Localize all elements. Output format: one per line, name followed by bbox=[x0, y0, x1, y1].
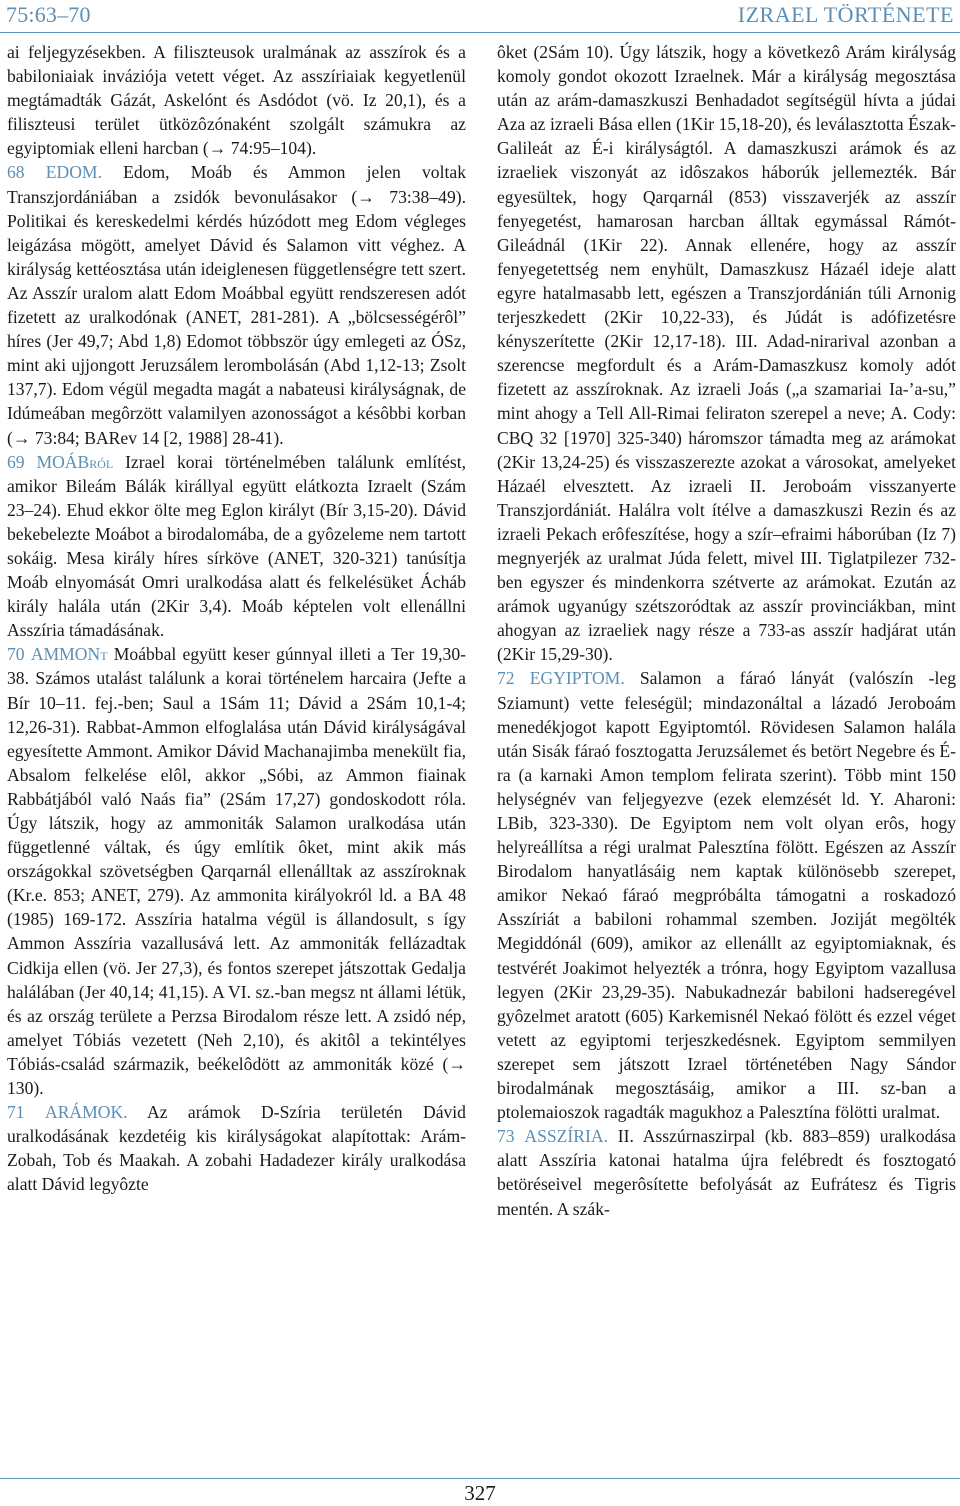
section-number: 73 bbox=[497, 1126, 515, 1147]
header-running-title: IZRAEL TÖRTÉNETE bbox=[737, 2, 954, 27]
section-number: 72 bbox=[497, 668, 515, 689]
section-keyword: ASSZÍRIA. bbox=[524, 1126, 608, 1147]
section-text: Edom, Moáb és Ammon jelen voltak Transzjordániában a zsidók bevonulásakor (→ 73:38–49). Politikai és kereskedelmi kérdés húzódott meg Edom végleges leigázása mögött, amelyet Dávid és Salamon vitt véghez. A királyság kettéosztása után ideiglenesen függetlenségre tett szert. Az Asszír uralom alatt Edom Moábbal együtt rendszeresen adót fizetett az uralkodónak (ANET, 281-281). A „bölcsességérôl” híres (Jer 49,7; Abd 1,8) Edomot többször úgy emlegeti az ÓSz, mint aki ujjongott Jeruzsálem lerombolásán (Abd 1,12-13; Zsolt 137,7). Edom végül megadta magát a nabateusi királyságnak, de Idúmeában megôrzött valamilyen azonosságot a késôbbi korban (→ 73:84; BARev 14 [2, 1988] 28-41). bbox=[7, 162, 466, 448]
header-rule bbox=[0, 32, 960, 33]
section-keyword: MOÁBról bbox=[36, 451, 114, 472]
footer-rule bbox=[0, 1478, 960, 1479]
section-text: Moábbal együtt keser gúnnyal illeti a Ter 19,30-38. Számos utalást találunk a korai történelem harcaira (Jefte a Bír 10–11. fej.-ben; Saul a 1Sám 11; Dávid a 2Sám 10,1-4; 12,26-31). Rabbat-Ammon elfoglalása után Dávid királyságával egyesítette Ammont. Amikor Dávid Machanajimba menekült fia, Absalom felkelése elôl, akkor „Sóbi, az Ammon fiainak Rabbátjából való Naás fia” (2Sám 17,27) gondoskodott róla. Úgy látszik, hogy az ammoniták Salamon uralkodása után függetlenné váltak, és úgy említik ôket, mint akik más országokkal szövetségben Qarqarnál ellenálltak az asszíroknak (Kr.e. 853; ANET, 279). Az ammonita királyokról ld. a BA 48 (1985) 169-172. Asszíria hatalma végül is állandosult, s így Ammon Asszíria vazallusává lett. Az ammoniták fellázadtak Cidkija ellen (vö. Jer 27,3), és fontos szerepet játszottak Gedalja halálában (Jer 40,14; 41,15). A VI. sz.-ban megsz nt állami létük, és az ország területe a Perzsa Birodalom része lett. A zsidó nép, amelyet Tóbiás vezetett (Neh 2,10), és akitôl a tekintélyes Tóbiás-család származik, beékelôdött az ammoniták közé (→ 130). bbox=[7, 644, 466, 1099]
section-70-ammon bbox=[7, 642, 466, 1100]
right-column bbox=[497, 40, 956, 1480]
section-number: 70 bbox=[7, 644, 25, 665]
paragraph-text: ai feljegyzésekben. A filiszteusok uralmának az asszírok és a babiloniaiak inváziója vetett véget. Az asszíriaiak kegyetlenül megtámadták Gázát, Askelónt és Asdódot (vö. Iz 20,1), és a filiszteusi terület ütközôzónaként szolgált számukra az egyiptomiak elleni harcban (→ 74:95–104). bbox=[7, 42, 466, 159]
section-keyword: AMMONt bbox=[30, 644, 108, 665]
section-68-edom bbox=[7, 160, 466, 449]
section-number: 68 bbox=[7, 162, 25, 183]
section-keyword: EDOM. bbox=[45, 162, 102, 183]
section-text: II. Asszúrnaszirpal (kb. 883–859) uralkodása alatt Asszíria katonai hatalma újra felébredt és fosztogató betöréseivel megerôsítette befolyását az Eufrátesz és Tigris mentén. A szák- bbox=[497, 1126, 956, 1219]
section-72-egyiptom bbox=[497, 666, 956, 1124]
section-73-asszíria bbox=[497, 1124, 956, 1220]
section-71-aramok bbox=[7, 1100, 466, 1196]
section-keyword: EGYIPTOM. bbox=[529, 668, 625, 689]
paragraph-continuation bbox=[497, 40, 956, 666]
section-69-moab bbox=[7, 450, 466, 643]
running-header bbox=[0, 0, 960, 40]
section-number: 71 bbox=[7, 1102, 25, 1123]
left-column bbox=[7, 40, 466, 1480]
header-section-range: 75:63–70 bbox=[6, 2, 91, 27]
paragraph-continuation bbox=[7, 40, 466, 160]
page-number: 327 bbox=[464, 1481, 496, 1505]
section-keyword: ARÁMOK. bbox=[44, 1102, 128, 1123]
section-text: Izrael korai történelmében találunk említést, amikor Bileám Bálák királlyal együtt elátkozta Izraelt (Szám 23–24). Ehud ekkor ölte meg Eglon királyt (Bír 3,15-20). Dávid bekebelezte Moábot a birodalomába, de a gyôzeleme nem tartott sokáig. Mesa király híres sírköve (ANET, 320-321) tanúsítja Moáb elnyomását Omri uralkodása alatt és felkelésüket Ácháb király halála után (2Kir 3,4). Moáb képtelen volt ellenállni Asszíria támadásának. bbox=[7, 451, 466, 641]
section-number: 69 bbox=[7, 451, 25, 472]
section-text: Az arámok D-Szíria területén Dávid uralkodásának kezdetéig kis királyságokat alapítottak: Arám-Zobah, Tob és Maakah. A zobahi Hadadezer király uralkodása alatt Dávid legyôzte bbox=[7, 1102, 466, 1195]
paragraph-text: ôket (2Sám 10). Úgy látszik, hogy a következô Arám királyság komoly gondot okozott Izraelnek. Már a királyság megosztása után az arám-damaszkuszi Benhadadot segítségül hívta a júdai Aza az izraeli Bása ellen (1Kir 15,18-20), és leválasztotta Észak-Galileát az É-i királyságtól. A damaszkuszi arámok és az izraeliek viszonyát az idôszakos háborúk jellemezték. Bár egyesültek, hogy Qarqarnál (853) visszaverjék az asszír fenyegetést, hamarosan harcban álltak egymással Rámót-Gileádnál (1Kir 22). Annak ellenére, hogy az asszír fenyegetettség nem enyhült, Damaszkusz Házaél ideje alatt egyre hatalmasabb lett, egészen a Transzjordánián túli Arnonig terjeszkedett (2Kir 10,22-33), és Júdát is adófizetésre kényszerítette (2Kir 12,17-18). III. Adad-nirarival azonban a szerencse megfordult és a Arám-Damaszkusz komoly adót fizetett az asszíroknak. Az izraeli Joás („a szamariai Ia-’a-su,” mint ahogy a Tell All-Rimai feliraton szerepel a neve; A. Cody: CBQ 32 [1970] 325-340) háromszor támadta meg az arámokat (2Kir 13,24-25) és visszaszerezte azokat a városokat, amelyeket Házaél elvesztett. Az izraeli II. Jeroboám visszanyerte Transzjordániát. Halálra volt ítélve a damaszkuszi Rezin és az izraeli Pekach erôfeszítése, hogy a szír–efraimi háborúban (Iz 7) megnyerjék az uralmat Júda felett, mivel III. Tiglatpilezer 732-ben egyszer és mindenkorra szétverte az arámokat. Ezután az arámok ugyanúgy szétszoródtak az asszír provinciákban, mint ahogyan az izraeliek nagy része a 733-as asszír hadjárat után (2Kir 15,29-30). bbox=[497, 42, 956, 665]
section-text: Salamon a fáraó lányát (valószín -leg Sziamunt) vette feleségül; mindazonáltal a lázadó Jeroboám menedékjogot kapott Egyiptomtól. Rövidesen Salamon halála után Sisák fáraó fosztogatta Jeruzsálemet és betört Negebre és É-ra (a karnaki Amon templom felirata szerint). Több mint 150 helységnév van feljegyezve (ezek elemzését ld. Y. Aharoni: LBib, 323-330). De Egyiptom nem volt olyan erôs, hogy helyreállítsa a régi uralmat Palesztína fölött. Egészen az Asszír Birodalom hanyatlásáig nem kaptak különösebb szerepet, amikor Nekaó fáraó megpróbálta támogatni a roskadozó Asszíriát a babiloni rohammal szemben. Joziját megölték Megiddónál (609), amikor az ellenállt az egyiptomiaknak, és testvérét Joakimot helyezték a trónra, hogy Egyiptom vazallusa legyen (2Kir 23,29-35). Nabukadnezár babiloni hadseregével gyôzelmet aratott (605) Karkemisnél Nekaó fölött és ezzel véget vetett az egyiptomi terjeszkedésnek. Egyiptom semmilyen szerepet sem játszott Izrael történetében Nagy Sándor birodalmának megosztásáig, amikor a III. sz-ban a ptolemaioszok ragadták magukhoz a Palesztína fölötti uralmat. bbox=[497, 668, 956, 1123]
